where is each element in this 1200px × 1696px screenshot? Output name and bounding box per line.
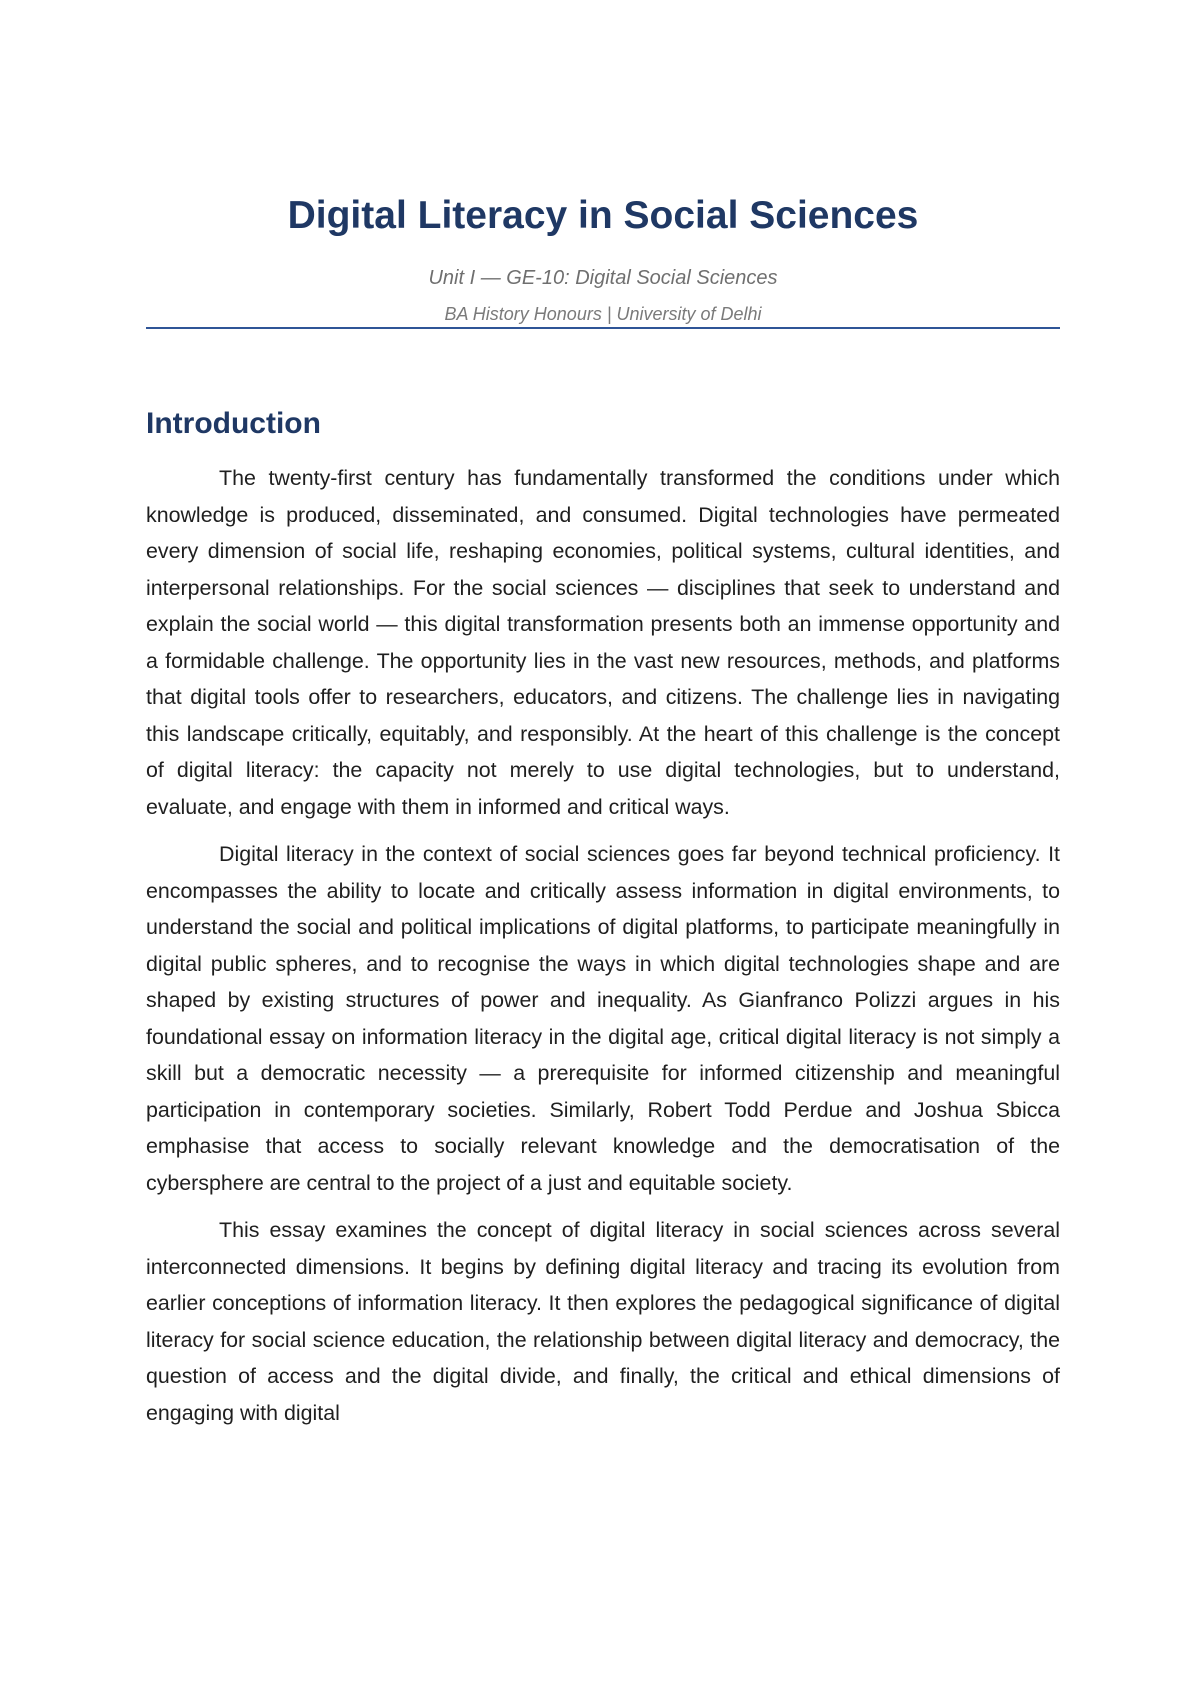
document-title: Digital Literacy in Social Sciences [287,194,919,237]
body-paragraph: The twenty-first century has fundamentally transformed the conditions under which knowledge is produced, disseminated, and consumed. Digital technologies have permeated every dimension of social life, reshaping economies, political systems, cultural identities, and interpersonal relationships. For the social sciences — disciplines that seek to understand and explain the social world — this digital transformation presents both an immense opportunity and a formidable challenge. The opportunity lies in the vast new resources, methods, and platforms that digital tools offer to researchers, educators, and citizens. The challenge lies in navigating this landscape critically, equitably, and responsibly. At the heart of this challenge is the concept of digital literacy: the capacity not merely to use digital technologies, but to understand, evaluate, and engage with them in informed and critical ways. [146,466,1060,819]
document-subtitle: Unit I — GE-10: Digital Social Sciences [428,267,778,289]
title-divider [146,327,1060,329]
section-body [146,460,1060,1442]
section-heading-introduction: Introduction [146,407,321,440]
body-paragraph: This essay examines the concept of digital literacy in social sciences across several interconnected dimensions. It begins by defining digital literacy and tracing its evolution from earlier conceptions of information literacy. It then explores the pedagogical significance of digital literacy for social science education, the relationship between digital literacy and democracy, the question of access and the digital divide, and finally, the critical and ethical dimensions of engaging with digital [146,1218,1060,1425]
body-paragraph: Digital literacy in the context of social sciences goes far beyond technical proficiency. It encompasses the ability to locate and critically assess information in digital environments, to understand the social and political implications of digital platforms, to participate meaningfully in digital public spheres, and to recognise the ways in which digital technologies shape and are shaped by existing structures of power and inequality. As Gianfranco Polizzi argues in his foundational essay on information literacy in the digital age, critical digital literacy is not simply a skill but a democratic necessity — a prerequisite for informed citizenship and meaningful participation in contemporary societies. Similarly, Robert Todd Perdue and Joshua Sbicca emphasise that access to socially relevant knowledge and the democratisation of the cybersphere are central to the project of a just and equitable society. [146,842,1060,1195]
document-affiliation: BA History Honours | University of Delhi [444,304,762,324]
